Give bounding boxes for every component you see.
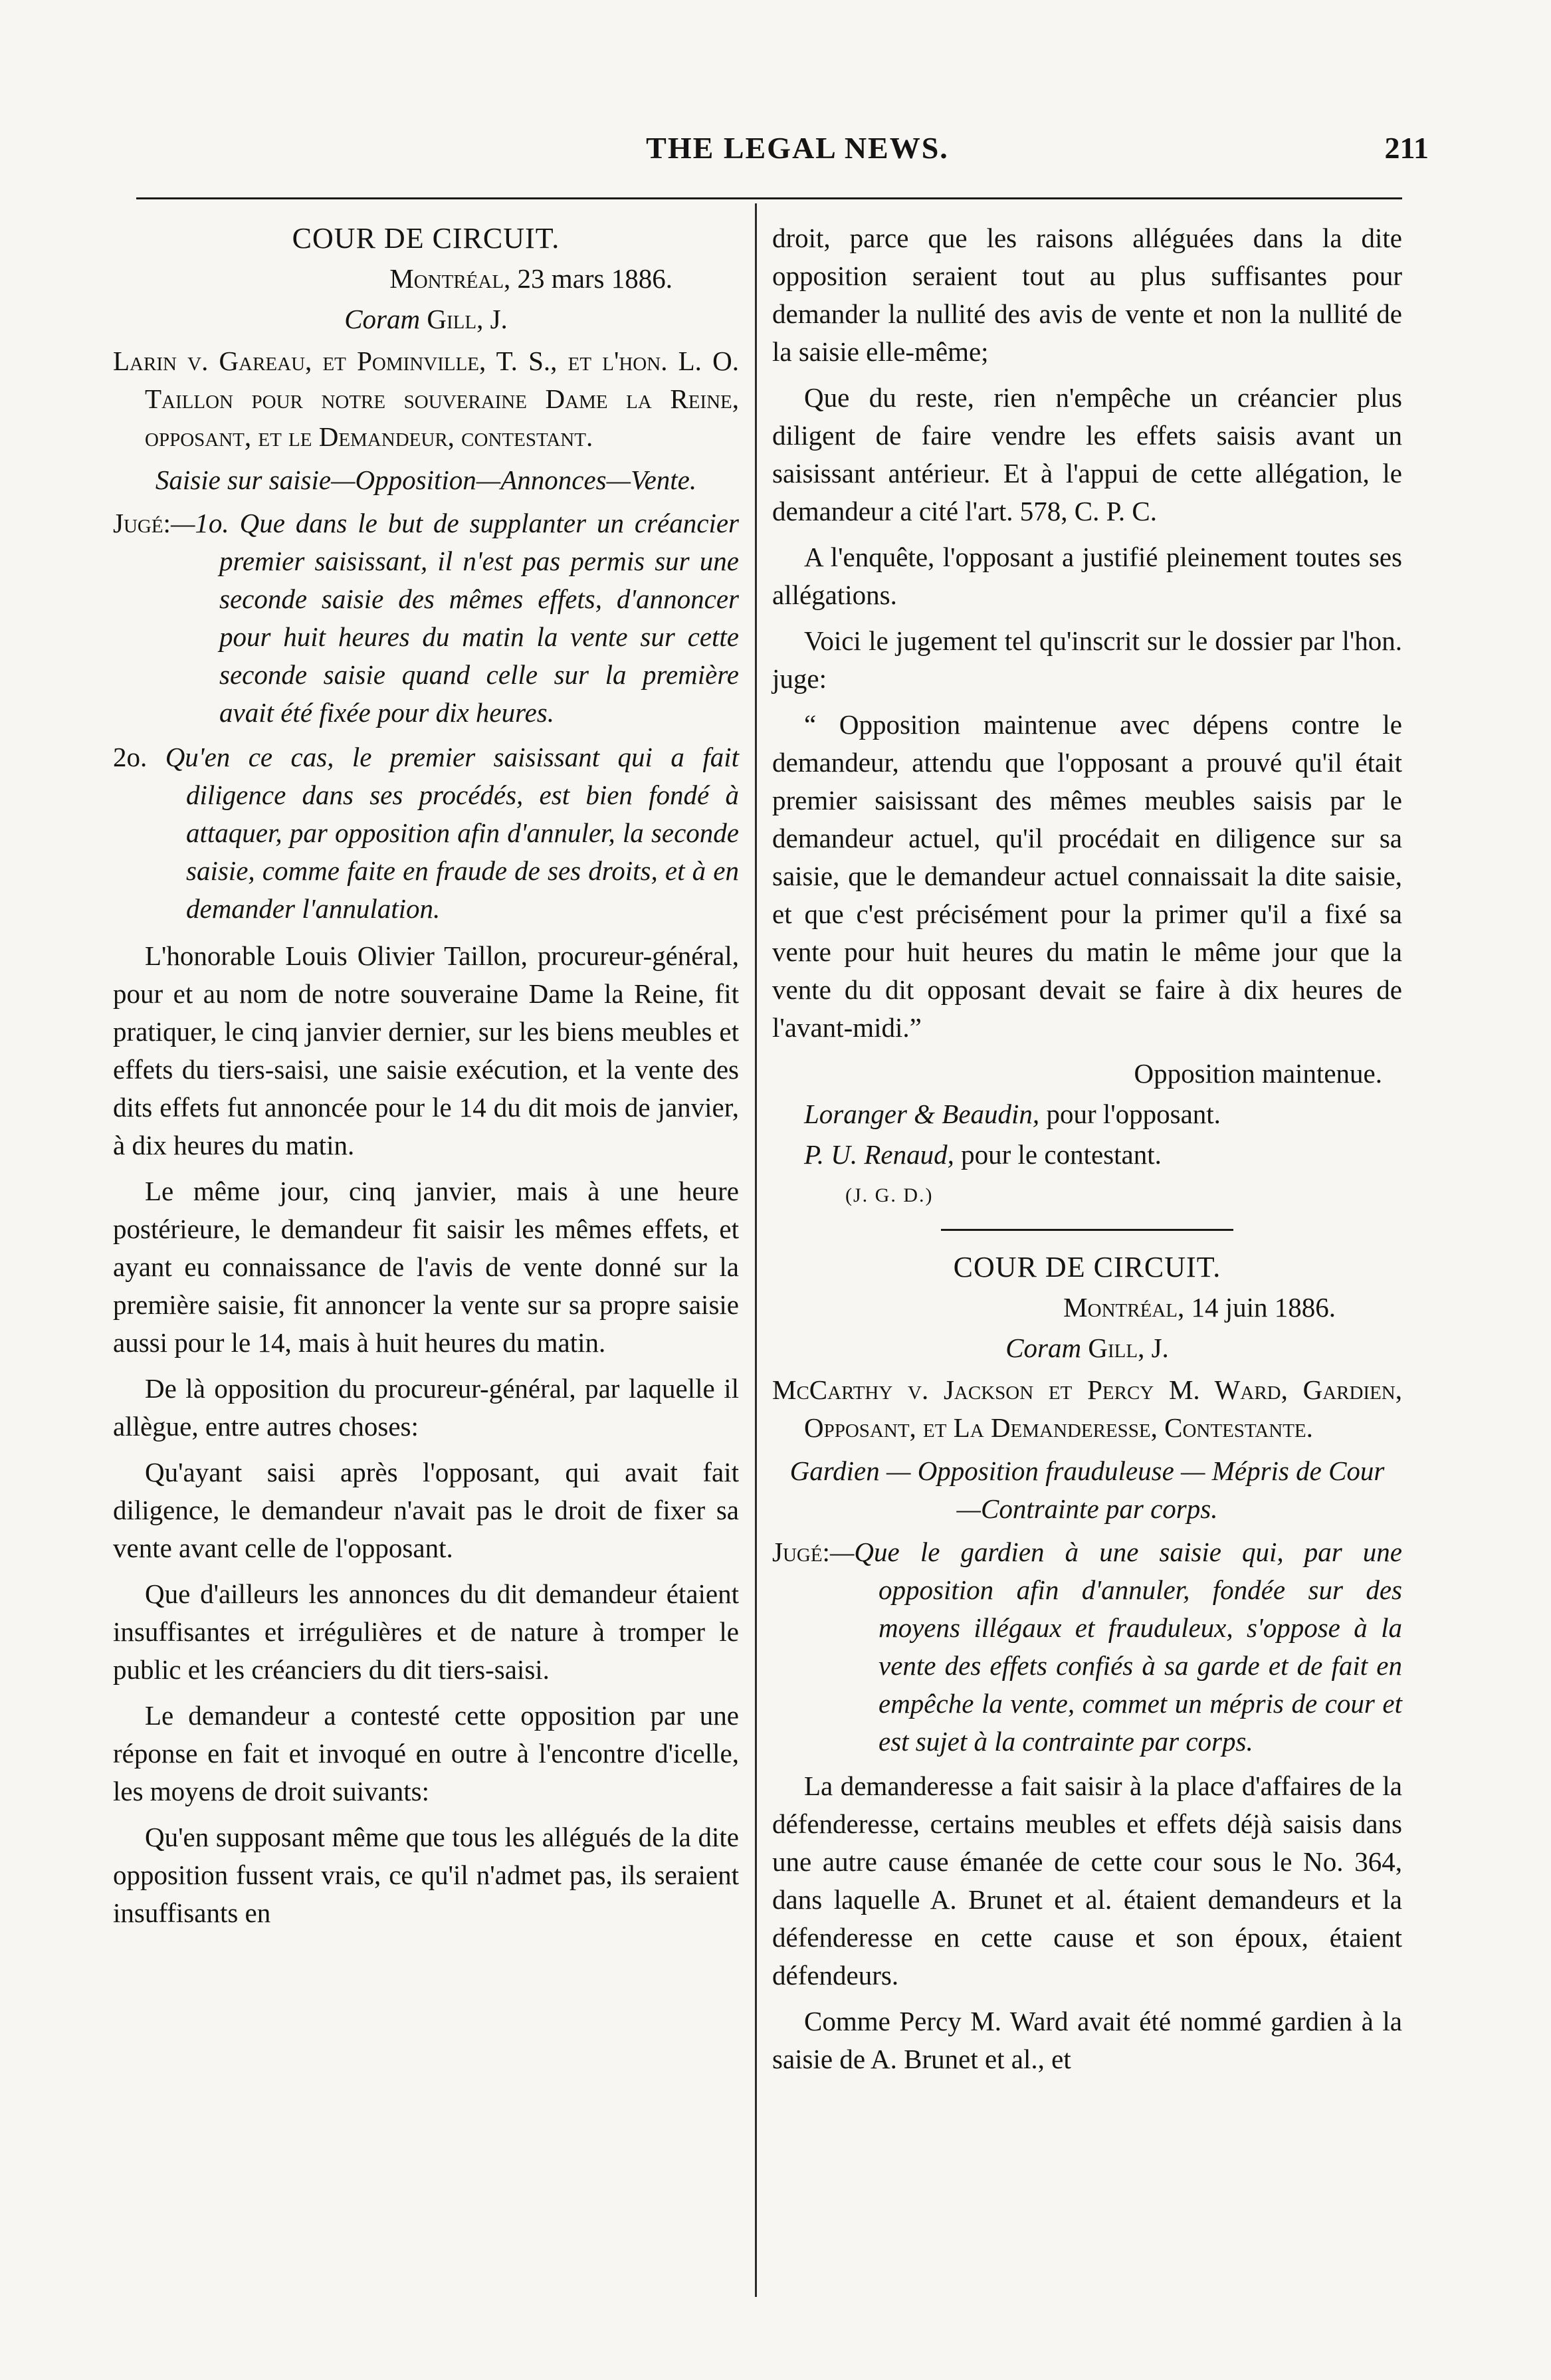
body-paragraph: La demanderesse a fait saisir à la place d'affaires de la défenderesse, certains meubles et effets déjà saisis dans une autre cause émanée de cette cour sous le No. 364, dans laquelle A. Brunet et al. étaient demandeurs et la défenderesse en cette cause et son époux, étaient défendeurs.: [772, 1771, 1402, 1991]
counsel-name: Loranger & Beaudin,: [804, 1099, 1040, 1129]
body-paragraph: Que du reste, rien n'empêche un créancier plus diligent de faire vendre les effets saisis avant un saisissant antérieur. Et à l'appui de cette allégation, le demandeur a cité l'art. 578, C. P. C.: [772, 382, 1402, 526]
body-paragraph: L'honorable Louis Olivier Taillon, procureur-général, pour et au nom de notre souveraine Dame la Reine, fit pratiquer, le cinq janvier dernier, sur les biens meubles et effets du tiers-saisi, une saisie exécution, et la vente des dits effets fut annoncée pour le 14 du dit mois de janvier, à dix heures du matin.: [113, 940, 739, 1160]
counsel-name: P. U. Renaud,: [804, 1139, 954, 1170]
court-heading: COUR DE CIRCUIT.: [292, 222, 560, 255]
right-column: [772, 219, 1402, 2086]
counsel-line: [772, 1136, 1402, 1174]
header-rule: [136, 197, 1402, 199]
body-paragraph: Qu'ayant saisi après l'opposant, qui avait fait diligence, le demandeur n'avait pas le droit de fixer sa vente avant celle de l'opposant.: [113, 1457, 739, 1563]
court-heading: COUR DE CIRCUIT.: [953, 1251, 1221, 1283]
headnote-2: [113, 738, 739, 928]
decision: Opposition maintenue.: [1134, 1058, 1382, 1089]
headnote: [772, 1533, 1402, 1761]
headnote-2-num: 2o.: [113, 742, 165, 772]
place: Montréal,: [1063, 1292, 1185, 1323]
left-column: [113, 219, 739, 1940]
headnote-1-text: —1o. Que dans le but de supplanter un créancier premier saisissant, il n'est pas permis sur une seconde saisie des mêmes effets, d'annoncer pour huit heures du matin la vente sur cette seconde saisie quand celle sur la première avait été fixée pour dix heures.: [170, 508, 739, 728]
place: Montréal,: [389, 263, 511, 294]
date: 14 juin 1886.: [1184, 1292, 1336, 1323]
body-paragraph: Le demandeur a contesté cette opposition par une réponse en fait et invoqué en outre à l'encontre d'icelle, les moyens de droit suivants:: [113, 1700, 739, 1806]
judgment-quote: “ Opposition maintenue avec dépens contre le demandeur, attendu que l'opposant a prouvé qu'il était premier saisissant des mêmes meubles saisis par le demandeur actuel, qu'il procédait en diligence sur sa saisie, que le demandeur actuel connaissait la dite saisie, et que c'est précisément pour la primer qu'il a fixé sa vente pour huit heures du matin le même jour que la vente du dit opposant devait se faire à dix heures de l'avant-midi.”: [772, 709, 1402, 1043]
body-paragraph: Le même jour, cinq janvier, mais à une heure postérieure, le demandeur fit saisir les mêmes effets, et ayant eu connaissance de l'avis de vente donné sur la première saisie, fit annoncer la vente sur sa propre saisie aussi pour le 14, mais à huit heures du matin.: [113, 1176, 739, 1358]
juge-label: Jugé:: [113, 508, 171, 538]
headnote-text: —Que le gardien à une saisie qui, par une opposition afin d'annuler, fondée sur des moyens illégaux et frauduleux, s'oppose à la vente des effets confiés à sa garde et de fait en empêche la vente, commet un mépris de cour et est sujet à la contrainte par corps.: [829, 1537, 1402, 1757]
body-paragraph: A l'enquête, l'opposant a justifié pleinement toutes ses allégations.: [772, 542, 1402, 610]
coram-line: [113, 300, 739, 338]
reporter-initials: (J. G. D.): [845, 1184, 934, 1206]
body-paragraph: Voici le jugement tel qu'inscrit sur le dossier par l'hon. juge:: [772, 625, 1402, 694]
body-paragraph: Comme Percy M. Ward avait été nommé gardien à la saisie de A. Brunet et al., et: [772, 2006, 1402, 2074]
case-subject: Gardien — Opposition frauduleuse — Mépris de Cour—Contrainte par corps.: [789, 1456, 1385, 1524]
coram-word: Coram: [344, 304, 421, 334]
case-parties: [772, 1371, 1402, 1447]
running-header: THE LEGAL NEWS.: [646, 131, 949, 165]
parties-text: McCarthy v. Jackson et Percy M. Ward, Gardien, Opposant, et La Demanderesse, Contestante.: [772, 1374, 1402, 1443]
date: 23 mars 1886.: [510, 263, 672, 294]
section-rule: [941, 1229, 1233, 1231]
dateline: [772, 1289, 1336, 1327]
headnote-2-text: Qu'en ce cas, le premier saisissant qui a fait diligence dans ses procédés, est bien fondé à attaquer, par opposition afin d'annuler, la seconde saisie, comme faite en fraude de ses droits, et à en demander l'annulation.: [165, 742, 739, 924]
parties-text: Larin v. Gareau, et Pominville, T. S., et l'hon. L. O. Taillon pour notre souveraine Dame la Reine, opposant, et le Demandeur, contestant.: [113, 346, 739, 452]
juge-label: Jugé:: [772, 1537, 830, 1567]
body-paragraph: droit, parce que les raisons alléguées dans la dite opposition seraient tout au plus suffisantes pour demander la nullité des avis de vente et non la nullité de la saisie elle-même;: [772, 223, 1402, 367]
counsel-line: [772, 1095, 1402, 1133]
case-parties: [113, 342, 739, 456]
coram-word: Coram: [1005, 1333, 1082, 1363]
counsel-role: pour le contestant.: [954, 1139, 1162, 1170]
counsel-role: pour l'opposant.: [1039, 1099, 1221, 1129]
dateline: [113, 260, 672, 298]
headnote-1: [113, 504, 739, 732]
body-paragraph: De là opposition du procureur-général, par laquelle il allègue, entre autres choses:: [113, 1373, 739, 1442]
body-paragraph: Qu'en supposant même que tous les allégués de la dite opposition fussent vrais, ce qu'il n'admet pas, ils seraient insuffisants en: [113, 1822, 739, 1928]
coram-line: [772, 1329, 1402, 1367]
judge-name: Gill, J.: [420, 304, 508, 334]
page-number: 211: [1384, 131, 1429, 165]
column-divider: [755, 203, 757, 2297]
body-paragraph: Que d'ailleurs les annonces du dit demandeur étaient insuffisantes et irrégulières et de nature à tromper le public et les créanciers du dit tiers-saisi.: [113, 1578, 739, 1685]
case-subject: Saisie sur saisie—Opposition—Annonces—Vente.: [155, 465, 697, 495]
judge-name: Gill, J.: [1081, 1333, 1169, 1363]
